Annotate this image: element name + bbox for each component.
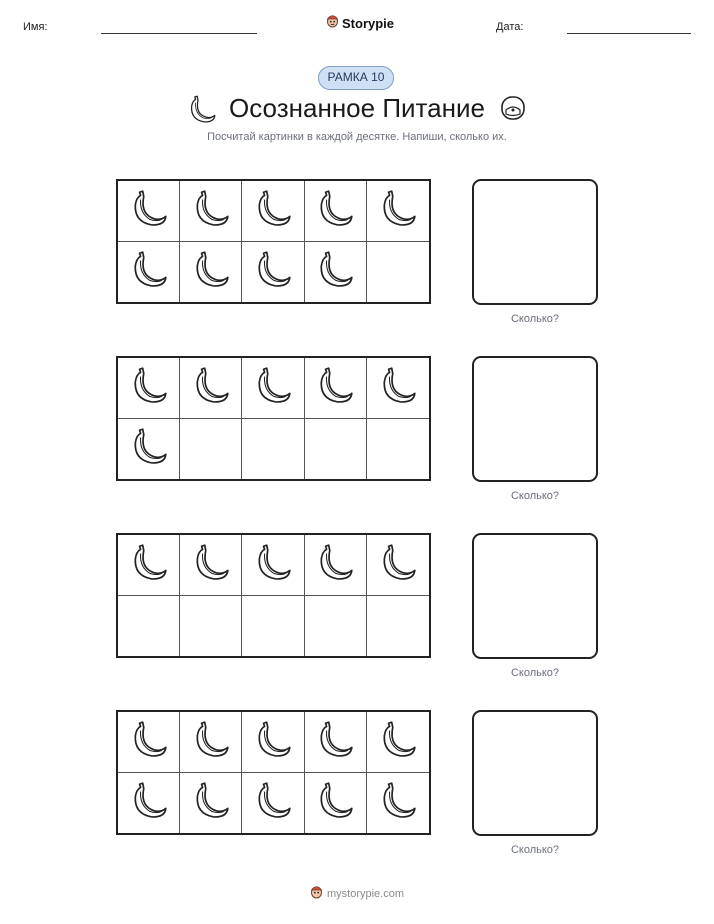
ten-frame-cell — [118, 712, 180, 773]
ten-frame-cell — [305, 535, 367, 596]
ten-frame-cell — [242, 419, 304, 480]
ten-frame-cell — [367, 358, 429, 419]
plate-icon — [499, 93, 527, 128]
ten-frame-cell — [242, 535, 304, 596]
answer-box[interactable] — [472, 179, 598, 305]
banana-icon — [314, 541, 356, 588]
ten-frame-cell — [180, 358, 242, 419]
ten-frame — [116, 710, 431, 835]
banana-icon — [377, 718, 419, 765]
banana-icon — [252, 364, 294, 411]
ten-frame-cell — [367, 596, 429, 657]
banana-icon — [128, 718, 170, 765]
banana-icon — [128, 248, 170, 295]
ten-frame-cell — [180, 596, 242, 657]
ten-frame-cell — [180, 419, 242, 480]
banana-icon — [128, 364, 170, 411]
banana-icon — [128, 425, 170, 472]
ten-frame-cell — [180, 535, 242, 596]
answer-box[interactable] — [472, 533, 598, 659]
banana-icon — [128, 187, 170, 234]
banana-icon — [252, 779, 294, 826]
ten-frame-cell — [305, 773, 367, 834]
ten-frame-cell — [367, 242, 429, 303]
banana-icon — [314, 718, 356, 765]
banana-icon — [314, 187, 356, 234]
banana-icon — [190, 718, 232, 765]
ten-frame-cell — [118, 596, 180, 657]
ten-frame-cell — [242, 596, 304, 657]
page-title: Осознанное Питание — [229, 93, 485, 123]
ten-frame-cell — [118, 419, 180, 480]
banana-icon — [377, 541, 419, 588]
answer-label: Сколько? — [510, 844, 560, 856]
ten-frame-cell — [367, 712, 429, 773]
footer-url: mystorypie.com — [326, 888, 405, 900]
ten-frame-cell — [180, 242, 242, 303]
brand-name: Storypie — [342, 15, 395, 31]
name-field[interactable] — [101, 33, 257, 34]
banana-icon — [252, 248, 294, 295]
ten-frame-cell — [242, 712, 304, 773]
name-label: Имя: — [23, 21, 48, 33]
frame-badge: РАМКА 10 — [318, 66, 394, 90]
date-field[interactable] — [567, 33, 691, 34]
ten-frame-cell — [180, 773, 242, 834]
ten-frame-cell — [305, 712, 367, 773]
banana-icon — [252, 187, 294, 234]
banana-icon — [377, 779, 419, 826]
answer-label: Сколько? — [510, 667, 560, 679]
ten-frame-cell — [305, 242, 367, 303]
banana-icon — [252, 718, 294, 765]
ten-frame-cell — [118, 773, 180, 834]
banana-icon — [377, 187, 419, 234]
storypie-mascot-icon — [310, 884, 323, 904]
storypie-mascot-icon — [326, 13, 339, 33]
banana-icon — [128, 779, 170, 826]
answer-box[interactable] — [472, 356, 598, 482]
brand-logo — [326, 13, 394, 33]
banana-icon — [190, 364, 232, 411]
ten-frame-cell — [367, 181, 429, 242]
ten-frame-cell — [305, 596, 367, 657]
ten-frame-cell — [305, 358, 367, 419]
banana-icon — [252, 541, 294, 588]
ten-frame-cell — [305, 181, 367, 242]
ten-frame-cell — [118, 535, 180, 596]
ten-frame-cell — [242, 358, 304, 419]
ten-frame-cell — [242, 242, 304, 303]
banana-icon — [190, 541, 232, 588]
answer-box[interactable] — [472, 710, 598, 836]
banana-icon — [314, 248, 356, 295]
ten-frame-cell — [242, 773, 304, 834]
ten-frame-cell — [118, 242, 180, 303]
instructions: Посчитай картинки в каждой десятке. Напиши, сколько их. — [207, 131, 507, 143]
ten-frame-cell — [367, 419, 429, 480]
banana-icon — [190, 779, 232, 826]
date-label: Дата: — [496, 21, 524, 33]
answer-label: Сколько? — [510, 313, 560, 325]
ten-frame — [116, 533, 431, 658]
banana-icon — [377, 364, 419, 411]
banana-icon — [128, 541, 170, 588]
ten-frame-cell — [180, 181, 242, 242]
banana-icon — [190, 248, 232, 295]
ten-frame — [116, 356, 431, 481]
ten-frame-cell — [305, 419, 367, 480]
ten-frame-cell — [367, 773, 429, 834]
ten-frame-cell — [367, 535, 429, 596]
banana-icon — [190, 187, 232, 234]
banana-icon — [314, 779, 356, 826]
answer-label: Сколько? — [510, 490, 560, 502]
ten-frame-cell — [242, 181, 304, 242]
ten-frame-cell — [118, 181, 180, 242]
ten-frame — [116, 179, 431, 304]
footer — [0, 884, 714, 904]
banana-icon — [314, 364, 356, 411]
ten-frame-cell — [180, 712, 242, 773]
ten-frame-cell — [118, 358, 180, 419]
